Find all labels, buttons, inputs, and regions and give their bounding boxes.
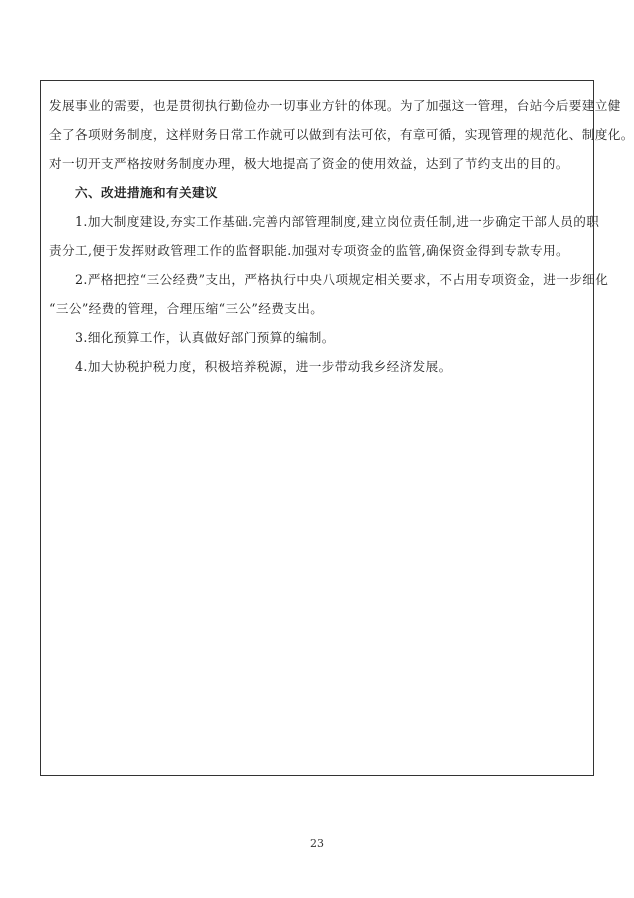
paragraph-line: 对一切开支严格按财务制度办理，极大地提高了资金的使用效益，达到了节约支出的目的。: [49, 156, 569, 171]
item-2-line-1: 2.严格把控“三公经费”支出，严格执行中央八项规定相关要求，不占用专项资金，进一步细化: [75, 272, 609, 287]
page-number: 23: [310, 837, 324, 850]
item-3: 3.细化预算工作，认真做好部门预算的编制。: [75, 330, 335, 345]
section-heading: 六、改进措施和有关建议: [75, 185, 218, 200]
table-cell-frame: [40, 80, 634, 776]
document-body: [49, 91, 634, 381]
item-2-line-2: “三公”经费的管理，合理压缩“三公”经费支出。: [49, 301, 324, 316]
item-1-line-2: 责分工,便于发挥财政管理工作的监督职能.加强对专项资金的监管,确保资金得到专款专用。: [49, 243, 569, 258]
item-1-line-1: 1.加大制度建设,夯实工作基础.完善内部管理制度,建立岗位责任制,进一步确定干部人员的职: [75, 214, 600, 229]
paragraph-line: 发展事业的需要，也是贯彻执行勤俭办一切事业方针的体现。为了加强这一管理，台站今后要建立健: [49, 98, 621, 113]
item-4: 4.加大协税护税力度，积极培养税源，进一步带动我乡经济发展。: [75, 359, 452, 374]
paragraph-line: 全了各项财务制度，这样财务日常工作就可以做到有法可依，有章可循，实现管理的规范化、制度化。: [49, 127, 634, 142]
